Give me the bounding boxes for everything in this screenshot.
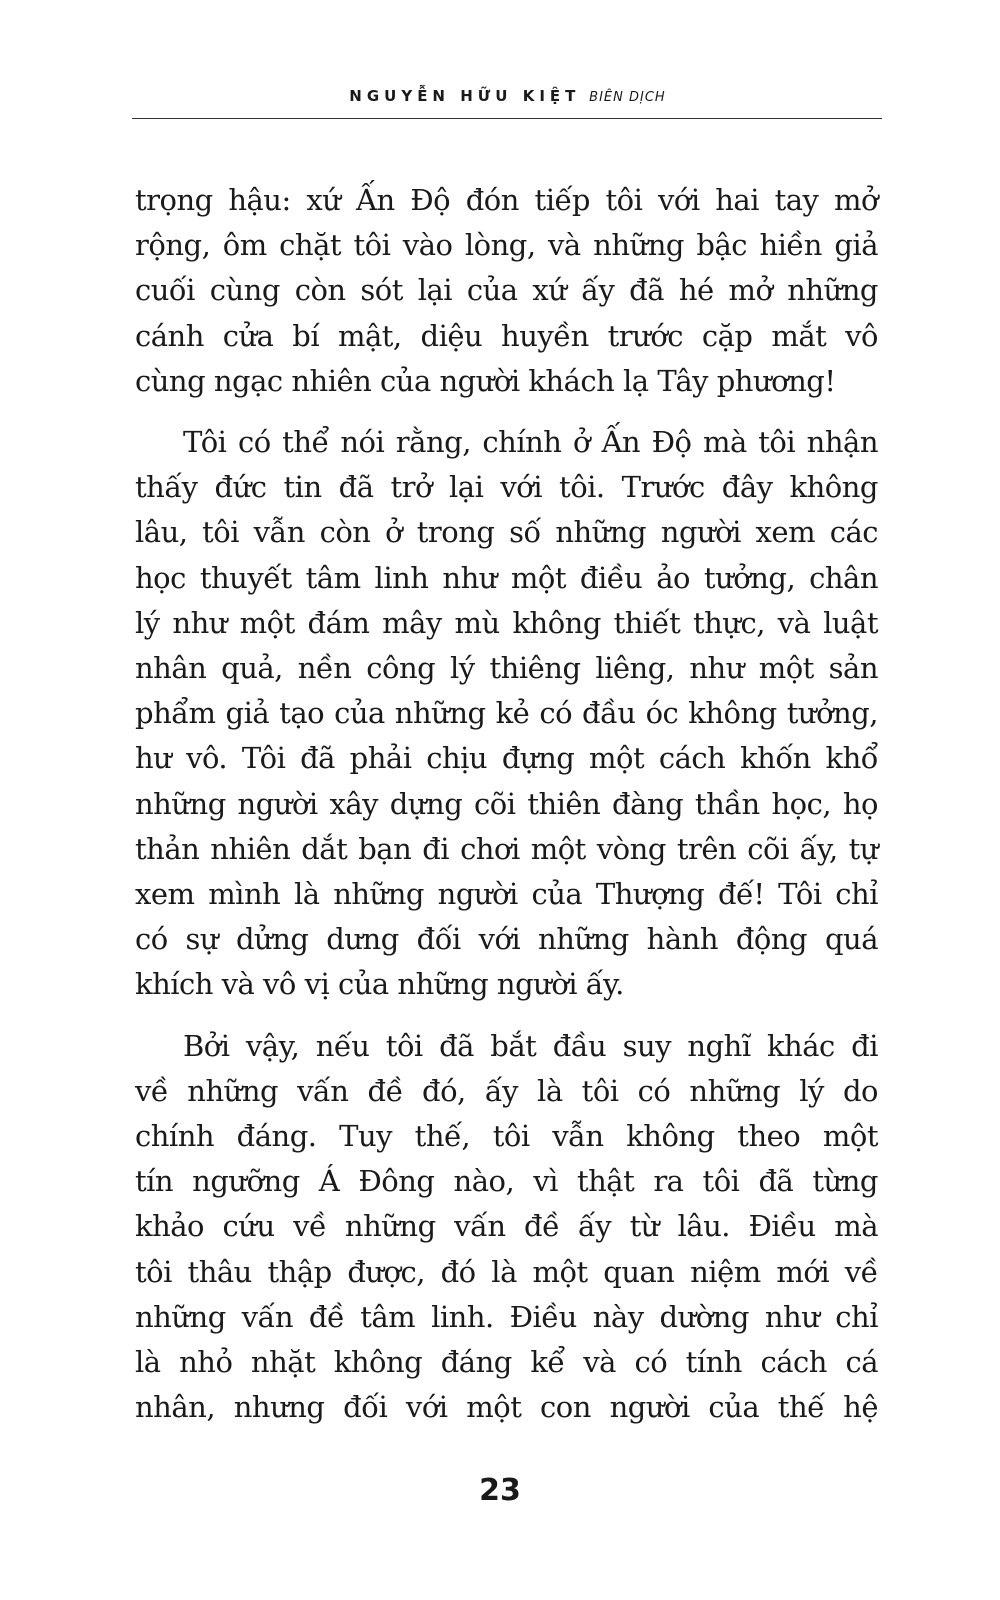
text-line: cánh cửa bí mật, diệu huyền trước cặp mắt vô	[135, 318, 878, 353]
text-line: Tôi có thể nói rằng, chính ở Ấn Độ mà tôi nhận	[183, 425, 878, 460]
text-line: có sự dửng dưng đối với những hành động quá	[135, 922, 878, 957]
text-line: cùng ngạc nhiên của người khách lạ Tây phương!	[135, 363, 836, 398]
text-line: những người xây dựng cõi thiên đàng thần học, họ	[135, 786, 878, 821]
text-line: học thuyết tâm linh như một điều ảo tưởng, chân	[135, 560, 878, 595]
text-line: lâu, tôi vẫn còn ở trong số những người xem các	[135, 515, 878, 550]
text-line: cuối cùng còn sót lại của xứ ấy đã hé mở những	[135, 273, 878, 308]
text-line: nhân quả, nền công lý thiêng liêng, như một sản	[135, 651, 878, 686]
text-line: hư vô. Tôi đã phải chịu đựng một cách khốn khổ	[135, 741, 878, 776]
text-line: trọng hậu: xứ Ấn Độ đón tiếp tôi với hai tay mở	[135, 183, 878, 217]
text-line: là nhỏ nhặt không đáng kể và có tính cách cá	[135, 1345, 878, 1380]
text-line: những vấn đề tâm linh. Điều này dường như chỉ	[135, 1299, 878, 1334]
header-author: NGUYỄN HỮU KIỆT	[349, 87, 581, 105]
text-line: về những vấn đề đó, ấy là tôi có những lý do	[135, 1073, 878, 1108]
text-line: thấy đức tin đã trở lại với tôi. Trước đây không	[135, 470, 878, 505]
text-line: tín ngưỡng Á Đông nào, vì thật ra tôi đã từng	[135, 1164, 878, 1199]
header-rule	[132, 118, 882, 119]
page-number: 23	[479, 1473, 521, 1508]
header-role: BIÊN DỊCH	[589, 90, 666, 105]
text-line: khích và vô vị của những người ấy.	[135, 967, 624, 1002]
text-line: lý như một đám mây mù không thiết thực, và luật	[135, 605, 878, 640]
body-text	[135, 178, 878, 1430]
running-header	[135, 86, 880, 108]
text-line: xem mình là những người của Thượng đế! Tôi chỉ	[135, 877, 878, 912]
text-line: chính đáng. Tuy thế, tôi vẫn không theo một	[135, 1119, 878, 1154]
text-line: khảo cứu về những vấn đề ấy từ lâu. Điều mà	[135, 1209, 878, 1244]
text-line: rộng, ôm chặt tôi vào lòng, và những bậc hiền giả	[135, 228, 878, 263]
text-line: phẩm giả tạo của những kẻ có đầu óc không tưởng,	[135, 696, 878, 731]
text-line: nhân, nhưng đối với một con người của thế hệ	[135, 1390, 878, 1425]
text-line: thản nhiên dắt bạn đi chơi một vòng trên cõi ấy, tự	[135, 831, 878, 866]
text-line: Bởi vậy, nếu tôi đã bắt đầu suy nghĩ khác đi	[183, 1028, 878, 1063]
text-line: tôi thâu thập được, đó là một quan niệm mới về	[135, 1254, 878, 1289]
